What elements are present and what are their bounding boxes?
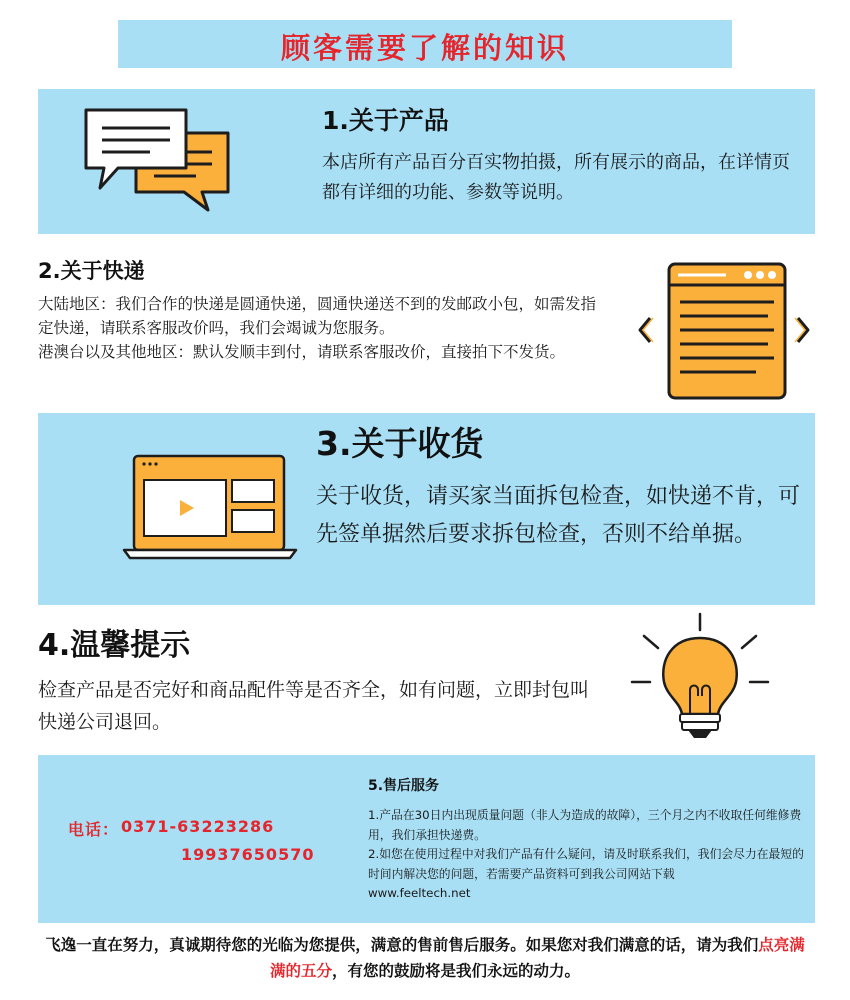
aftersales-item-1: 1.产品在30日内出现质量问题（非人为造成的故障），三个月之内不收取任何维修费用，我们承担快递费。 — [368, 808, 802, 842]
footer-highlight: 点亮满满的五分 — [269, 936, 805, 980]
title-banner — [118, 20, 732, 68]
section-aftersales-text — [368, 806, 813, 904]
footer-text-before: 飞逸一直在努力，真诚期待您的光临为您提供，满意的售前售后服务。如果您对我们满意的话，请为我们 — [45, 936, 759, 954]
section-aftersales-title: 5.售后服务 — [368, 778, 440, 794]
aftersales-item-2: 2.如您在使用过程中对我们产品有什么疑问，请及时联系我们，我们会尽力在最短的时间内解决您的问题，若需要产品资料可到我公司网站下载 — [368, 847, 804, 881]
page-title: 顾客需要了解的知识 — [280, 31, 569, 65]
section-tips-title: 4.温馨提示 — [38, 628, 191, 663]
shipping-mainland-text: 大陆地区：我们合作的快递是圆通快递，圆通快递送不到的发邮政小包，如需发指定快递，请联系客服改价吗，我们会竭诚为您服务。 — [38, 295, 597, 337]
section-shipping-text — [38, 292, 608, 364]
phone-number-landline: 0371-63223286 — [121, 817, 275, 836]
section-product-text: 本店所有产品百分百实物拍摄，所有展示的商品，在详情页都有详细的功能、参数等说明。 — [322, 152, 790, 203]
phone-number-mobile: 19937650570 — [181, 845, 315, 864]
footer-text-after: ，有您的鼓励将是我们永远的动力。 — [332, 962, 581, 980]
laptop-video-icon — [120, 450, 300, 565]
section-tips-text: 检查产品是否完好和商品配件等是否齐全，如有问题，立即封包叫快递公司退回。 — [38, 679, 590, 733]
section-receipt-title: 3.关于收货 — [316, 424, 484, 463]
chat-bubbles-icon — [76, 100, 236, 215]
website-link[interactable]: www.feeltech.net — [368, 886, 471, 900]
shipping-overseas-text: 港澳台以及其他地区：默认发顺丰到付，请联系客服改价，直接拍下不发货。 — [38, 343, 566, 361]
section-shipping-title: 2.关于快递 — [38, 259, 145, 283]
lightbulb-icon — [628, 610, 773, 745]
section-receipt-text: 关于收货，请买家当面拆包检查，如快递不肯，可先签单据然后要求拆包检查，否则不给单据。 — [316, 484, 801, 547]
browser-window-icon — [636, 258, 816, 403]
phone-label: 电话： — [68, 820, 120, 839]
section-product-title: 1.关于产品 — [322, 106, 449, 135]
footer-message — [40, 932, 810, 984]
